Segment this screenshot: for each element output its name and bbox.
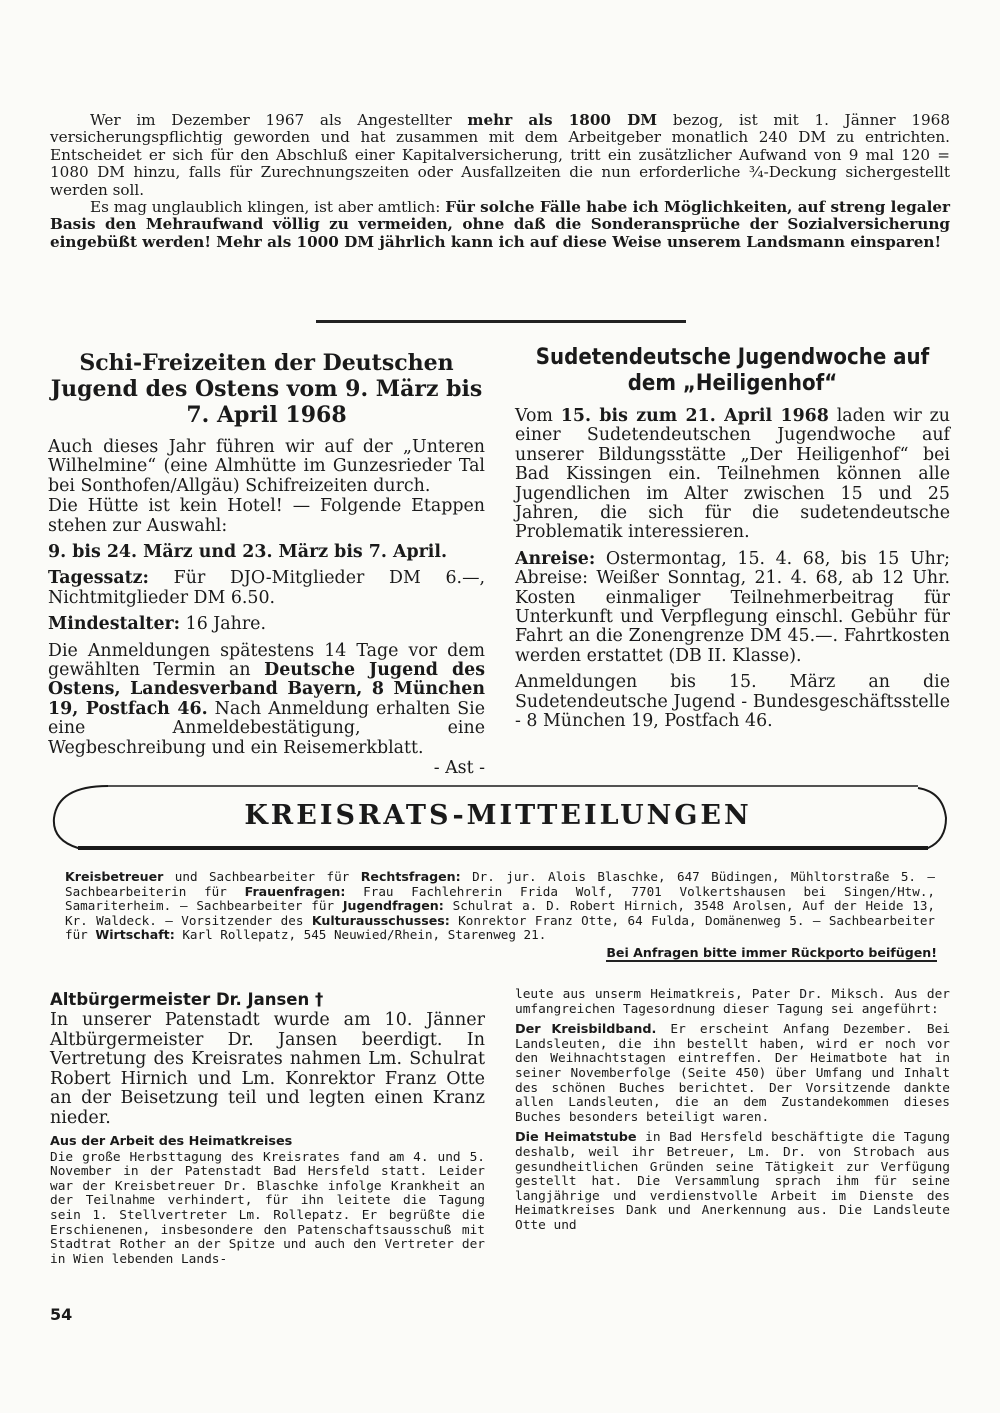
- page-number: 54: [50, 1305, 73, 1324]
- jansen-title: Altbürgermeister Dr. Jansen †: [50, 990, 324, 1009]
- postage-note: [560, 945, 937, 960]
- staff-text-1: und Sachbearbeiter für: [163, 869, 361, 884]
- ski-article-title: Schi-Freizeiten der Deutschen Jugend des Ostens vom 9. März bis 7. April 1968: [50, 350, 483, 428]
- tagung-continued: [515, 988, 950, 1240]
- sudeten-article: [515, 345, 950, 739]
- jansen-article: [50, 990, 485, 1273]
- postage-note-text: Bei Anfragen bitte immer Rückporto beifügen!: [606, 945, 937, 960]
- staff-key-6: Wirtschaft:: [95, 927, 175, 943]
- section-divider: [316, 320, 686, 323]
- right-p3: [515, 1131, 950, 1233]
- sudeten-p2-text: Ostermontag, 15. 4. 68, bis 15 Uhr; Abreise: Weißer Sonntag, 21. 4. 68, ab 12 Uhr. Kosten einmaliger Teilnehmerbeitrag für Unterkunft und Verpflegung einschl. Gebühr für Fahrt an die Zonengrenze DM 45.—. Fahrtkosten werden erstattet (DB II. Klasse).: [515, 548, 950, 666]
- ski-p3: [48, 642, 485, 758]
- intro-p1-text: Wer im Dezember 1967 als Angestellter: [90, 111, 468, 129]
- intro-paragraph-2: [50, 199, 950, 251]
- sudeten-p1: [515, 407, 950, 543]
- ski-age-label: Mindestalter:: [48, 614, 181, 635]
- intro-p1-bold: mehr als 1800 DM: [467, 111, 658, 129]
- sudeten-article-title: Sudetendeutsche Jugendwoche auf dem „Heiligenhof“: [535, 345, 930, 396]
- ski-p3-text-2: Nach Anmeldung erhalten Sie eine Anmeldebestätigung, eine Wegbeschreibung und ein Reisemerkblatt.: [48, 698, 485, 758]
- ski-rate-label: Tagessatz:: [48, 568, 149, 589]
- right-p2-text: Er erscheint Anfang Dezember. Bei Landsleuten, die ihn bestellt haben, wird er noch vor den Weihnachtstagen eintreffen. Der Heimatbote hat in seiner Novemberfolge (Seite 450) über Umfang und Inhalt des schönen Buches berichtet. Der Vorsitzende dankte allen Landsleuten, die an dem Zustandekommen dieses Buches besonders beteiligt waren.: [515, 1022, 950, 1125]
- staff-text-4: Schulrat a. D. Robert Hirnich, 3548 Arolsen, Auf der Heide 13, Kr. Waldeck. — Vorsitzender des: [65, 898, 935, 928]
- staff-text-2: Dr. jur. Alois Blaschke, 647 Büdingen, Mühltorstraße 5. — Sachbearbeiterin für: [65, 869, 935, 899]
- jansen-p2: Die große Herbsttagung des Kreisrates fand am 4. und 5. November in der Patenstadt Bad Hersfeld statt. Leider war der Kreisbetreuer Dr. Blaschke infolge Krankheit an der Teilnahme verhindert, für ihn leitete die Tagung sein 1. Stellvertreter Lm. Rollepatz. Er begrüßte die Erschienenen, insbesondere den Patenschaftsausschuß mit Stadtrat Rother an der Spitze und auch den Vertreter der in Wien lebenden Lands-: [50, 1149, 485, 1267]
- staff-listing: [65, 870, 935, 943]
- ski-age: [48, 615, 485, 634]
- sudeten-p2: [515, 550, 950, 666]
- sudeten-p1-text-2: laden wir zu einer Sudetendeutschen Jugendwoche auf unserer Bildungsstätte „Der Heiligenhof“ bei Bad Kissingen ein. Teilnehmen können alle Jugendlichen im Alter zwischen 15 und 25 Jahren, die sich für die sudetendeutsche Problematik interessieren.: [515, 406, 950, 543]
- intro-p2-bold: Für solche Fälle habe ich Möglichkeiten, auf streng legaler Basis den Mehraufwand völlig zu vermeiden, ohne daß die Sonderansprüche der Sozialversicherung eingebüßt werden! Mehr als 1000 DM jährlich kann ich auf diese Weise unserem Landsmann einsparen!: [50, 198, 950, 251]
- ski-age-text: 16 Jahre.: [180, 614, 266, 635]
- kreisbildband-label: Der Kreisbildband.: [515, 1022, 657, 1038]
- ski-p3-address: Deutsche Jugend des Ostens, Landesverband Bayern, 8 München 19, Postfach 46.: [48, 660, 485, 719]
- staff-key-5: Kulturausschusses:: [311, 912, 450, 928]
- staff-text-6: Karl Rollepatz, 545 Neuwied/Rhein, Starenweg 21.: [174, 927, 547, 943]
- heimatkreis-subheading: Aus der Arbeit des Heimatkreises: [50, 1133, 293, 1149]
- ski-dates: 9. bis 24. März und 23. März bis 7. April.: [48, 542, 448, 563]
- right-p1: leute aus unserm Heimatkreis, Pater Dr. Miksch. Aus der umfangreichen Tagesordnung dieser Tagung sei angeführt:: [515, 987, 950, 1017]
- staff-key-1: Kreisbetreuer: [65, 869, 164, 884]
- ski-article: [48, 350, 485, 779]
- intro-text: [50, 112, 950, 251]
- intro-p1-text-2: bezog, ist mit 1. Jänner 1968 versicherungspflichtig geworden und hat zusammen mit dem Arbeitgeber monatlich 240 DM zu entrichten. Entscheidet er sich für den Abschluß einer Kapitalversicherung, tritt ein zusätzlicher Aufwand von 9 mal 120 = 1080 DM hinzu, falls für Zurechnungszeiten oder Ausfallzeiten die nun erforderliche ¾-Deckung sichergestellt werden soll.: [50, 111, 950, 199]
- sudeten-p3: Anmeldungen bis 15. März an die Sudetendeutsche Jugend - Bundesgeschäftsstelle - 8 München 19, Postfach 46.: [515, 672, 950, 732]
- ski-p2: Die Hütte ist kein Hotel! — Folgende Etappen stehen zur Auswahl:: [48, 496, 485, 536]
- ski-rate-text: Für DJO-Mitglieder DM 6.—, Nichtmitglieder DM 6.50.: [48, 568, 485, 608]
- sudeten-p2-label: Anreise:: [515, 548, 596, 569]
- staff-key-4: Jugendfragen:: [342, 898, 444, 914]
- ski-p3-text: Die Anmeldungen spätestens 14 Tage vor dem gewählten Termin an: [48, 640, 485, 681]
- staff-text: [65, 870, 935, 943]
- kreisrat-banner: [48, 778, 948, 854]
- intro-paragraph-1: [50, 112, 950, 199]
- heimatstube-label: Die Heimatstube: [515, 1130, 637, 1146]
- staff-key-2: Rechtsfragen:: [360, 869, 461, 884]
- sudeten-p1-dates: 15. bis zum 21. April 1968: [560, 406, 829, 426]
- ski-rate: [48, 569, 485, 608]
- staff-key-3: Frauenfragen:: [244, 883, 346, 899]
- ski-p1: Auch dieses Jahr führen wir auf der „Unteren Wilhelmine“ (eine Almhütte im Gunzesrieder Tal bei Sonthofen/Allgäu) Schifreizeiten durch.: [48, 437, 485, 496]
- banner-title: KREISRATS-MITTEILUNGEN: [244, 800, 752, 831]
- jansen-p1: In unserer Patenstadt wurde am 10. Jänner Altbürgermeister Dr. Jansen beerdigt. In Vertretung des Kreisrates nahmen Lm. Schulrat Robert Hirnich und Lm. Konrektor Franz Otte an der Beisetzung teil und legten einen Kranz nieder.: [50, 1010, 485, 1128]
- right-p2: [515, 1023, 950, 1125]
- ski-signature: - Ast -: [433, 758, 485, 779]
- intro-p2-text: Es mag unglaublich klingen, ist aber amtlich:: [90, 198, 446, 217]
- staff-text-5: Konrektor Franz Otte, 64 Fulda, Domänenweg 5. — Sachbearbeiter für: [65, 912, 935, 943]
- staff-text-3: Frau Fachlehrerin Frida Wolf, 7701 Volkertshausen bei Singen/Htw., Samariterheim. — Sachbearbeiter für: [65, 883, 935, 914]
- sudeten-p1-text: Vom: [515, 406, 561, 426]
- right-p3-text: in Bad Hersfeld beschäftigte die Tagung deshalb, weil ihr Betreuer, Lm. Dr. von Strobach aus gesundheitlichen Gründen seine Tätigkeit zur Verfügung gestellt hat. Die Versammlung sprach ihm für seine langjährige und verdienstvolle Arbeit im Dienste des Heimatkreises Dank und Anerkennung aus. Die Landsleute Otte und: [515, 1130, 950, 1233]
